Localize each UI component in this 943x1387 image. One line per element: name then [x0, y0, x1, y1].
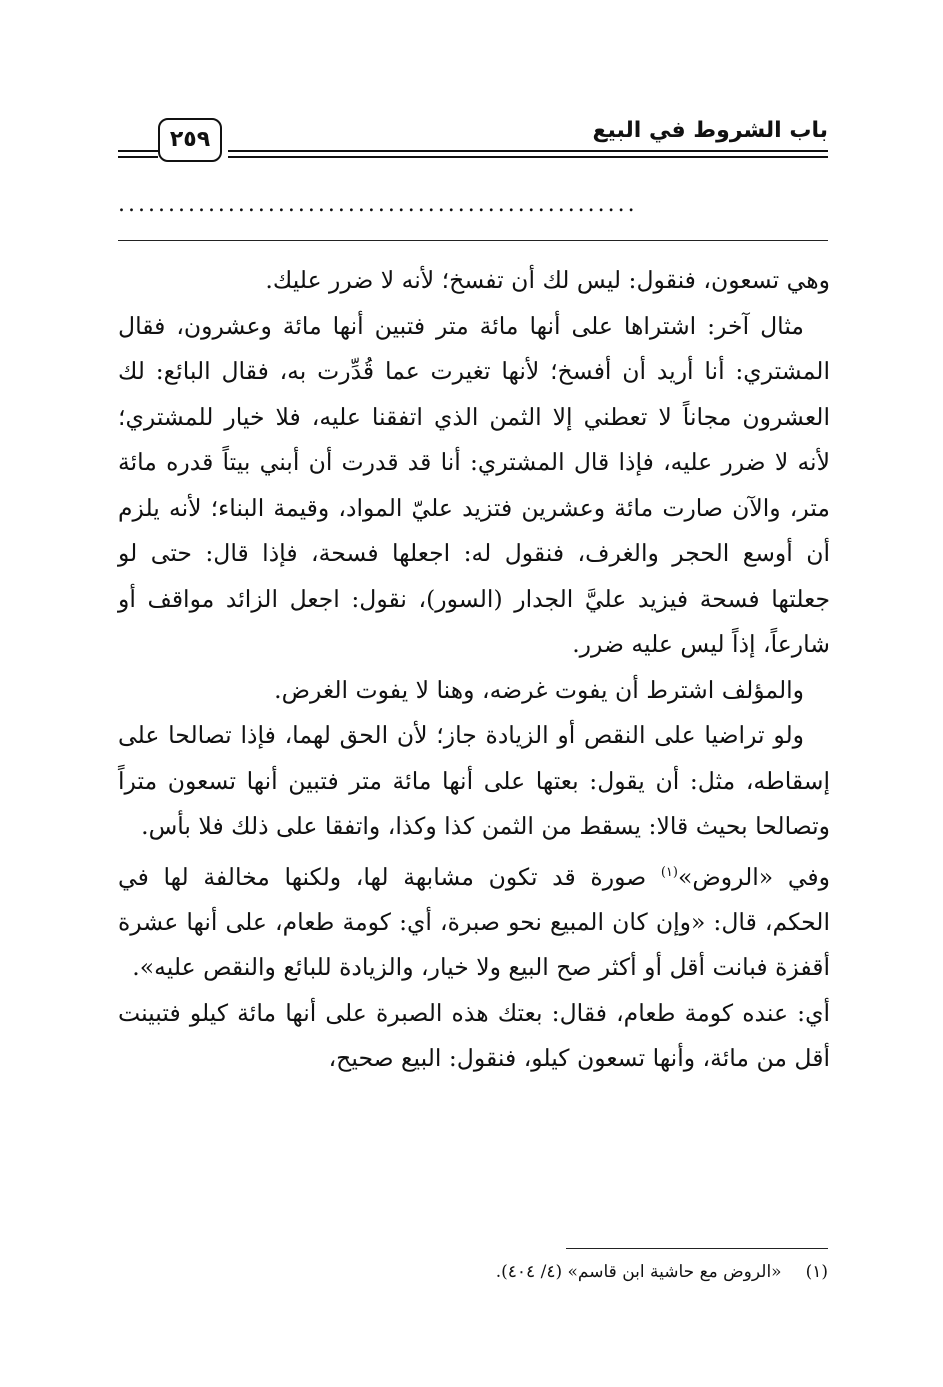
page-number: ٢٥٩ — [158, 118, 222, 162]
paragraph-with-footnote — [118, 850, 830, 991]
separator-rule — [118, 240, 828, 241]
paragraph: ولو تراضيا على النقص أو الزيادة جاز؛ لأن الحق لهما، فإذا تصالحا على إسقاطه، مثل: أن يقول: بعتها على أنها مائة متر فتبين أنها تسعون متراً وتصالحا بحيث قالا: يسقط من الثمن كذا وكذا، واتفقا على ذلك فلا بأس. — [118, 721, 830, 840]
paragraph-text: صورة قد تكون مشابهة لها، ولكنها مخالفة لها في الحكم، قال: «وإن كان المبيع نحو صبرة، أي: كومة طعام، على أنها عشرة أقفزة فبانت أقل أو أكثر صح البيع ولا خيار، والزيادة للبائع والنقص عليه». — [118, 862, 830, 982]
header-rule — [228, 156, 828, 158]
header-rule — [118, 150, 158, 152]
footnote-marker: (١) — [805, 1262, 828, 1282]
paragraph: وهي تسعون، فنقول: ليس لك أن تفسخ؛ لأنه لا ضرر عليك. — [265, 266, 830, 294]
paragraph: والمؤلف اشترط أن يفوت غرضه، وهنا لا يفوت الغرض. — [274, 675, 804, 704]
body-text — [118, 258, 830, 1082]
footnote-reference[interactable]: (١) — [660, 864, 678, 880]
chapter-title: باب الشروط في البيع — [592, 118, 828, 143]
footnote-separator — [566, 1248, 828, 1249]
paragraph-text: وفي «الروض» — [677, 862, 830, 891]
paragraph: مثال آخر: اشتراها على أنها مائة متر فتبين أنها مائة وعشرون، فقال المشتري: أنا أريد أن أفسخ؛ لأنها تغيرت عما قُدِّرت به، فقال البائع: لك العشرون مجاناً لا تعطني إلا الثمن الذي اتفقنا عليه، فلا خيار للمشتري؛ لأنه لا ضرر عليه، فإذا قال المشتري: أنا قد قدرت أن أبني بيتاً قدره مائة متر، والآن صارت مائة وعشرين فتزيد عليّ المواد، وقيمة البناء؛ لأنه يلزم أن أوسع الحجر والغرف، فنقول له: اجعلها فسحة، فإذا قال: حتى لو جعلتها فسحة فيزيد عليَّ الجدار (السور)، نقول: اجعل الزائد مواقف أو شارعاً، إذاً ليس عليه ضرر. — [118, 311, 830, 658]
footnote — [328, 1262, 828, 1282]
header-rule — [228, 150, 828, 152]
paragraph: أي: عنده كومة طعام، فقال: بعتك هذه الصبرة على أنها مائة كيلو فتبينت أقل من مائة، وأنها تسعون كيلو، فنقول: البيع صحيح، — [118, 998, 830, 1073]
separator-dots: .................................................... — [118, 192, 638, 217]
header-rule — [118, 156, 158, 158]
page-header — [118, 110, 828, 170]
footnote-text: «الروض مع حاشية ابن قاسم» (٤/ ٤٠٤). — [495, 1262, 782, 1282]
